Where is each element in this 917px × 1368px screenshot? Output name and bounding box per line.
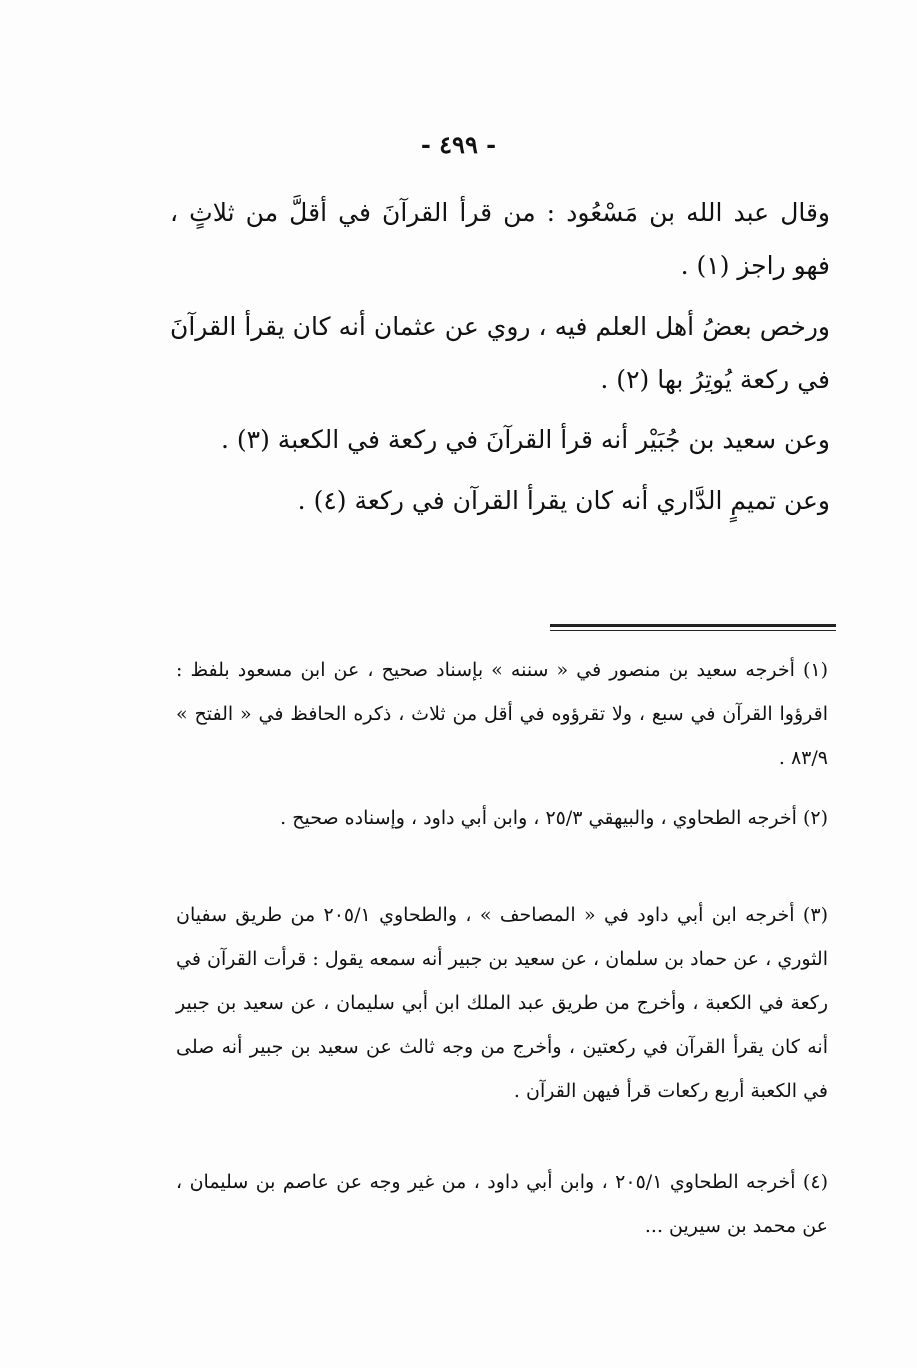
main-paragraph-3 [170,413,830,466]
paragraph-text: وعن سعيد بن جُبَيْر أنه قرأ القرآنَ في ركعة في الكعبة (٣) . [221,425,830,454]
footnote-text: (٣) أخرجه ابن أبي داود في « المصاحف » ، والطحاوي ٢٠٥/١ من طريق سفيان الثوري ، عن حماد بن سلمان ، عن سعيد بن جبير أنه سمعه يقول : قرأت القرآن في ركعة في الكعبة ، وأخرج من طريق عبد الملك ابن أبي سليمان ، عن سعيد بن جبير أنه كان يقرأ القرآن في ركعتين ، وأخرج من وجه ثالث عن سعيد بن جبير أنه صلى في الكعبة أربع ركعات قرأ فيهن القرآن . [176,904,828,1102]
main-paragraph-4 [170,474,830,527]
paragraph-text: وقال عبد الله بن مَسْعُود : من قرأ القرآنَ في أقلَّ من ثلاثٍ ، فهو راجز (١) . [170,198,830,280]
footnote-text: (٢) أخرجه الطحاوي ، والبيهقي ٢٥/٣ ، وابن أبي داود ، وإسناده صحيح . [280,807,828,829]
footnote-1 [176,648,828,780]
footnote-4 [176,1160,828,1248]
paragraph-text: وعن تميمٍ الدَّاري أنه كان يقرأ القرآن في ركعة (٤) . [297,486,830,515]
footnote-text: (١) أخرجه سعيد بن منصور في « سننه » بإسناد صحيح ، عن ابن مسعود بلفظ : اقرؤوا القرآن في سبع ، ولا تقرؤوه في أقل من ثلاث ، ذكره الحافظ في « الفتح » ٨٣/٩ . [176,659,828,769]
footnote-divider-thin [550,630,836,631]
page-number: - ٤٩٩ - [420,130,497,159]
footnote-text: (٤) أخرجه الطحاوي ٢٠٥/١ ، وابن أبي داود ، من غير وجه عن عاصم بن سليمان ، عن محمد بن سيرين ... [176,1171,828,1237]
main-paragraph-1 [170,186,830,292]
paragraph-text: ورخص بعضُ أهل العلم فيه ، روي عن عثمان أنه كان يقرأ القرآنَ في ركعة يُوتِرُ بها (٢) . [170,312,830,394]
footnote-3 [176,893,828,1113]
main-paragraph-2 [170,300,830,406]
footnote-divider [550,624,836,627]
footnote-2 [176,796,828,840]
